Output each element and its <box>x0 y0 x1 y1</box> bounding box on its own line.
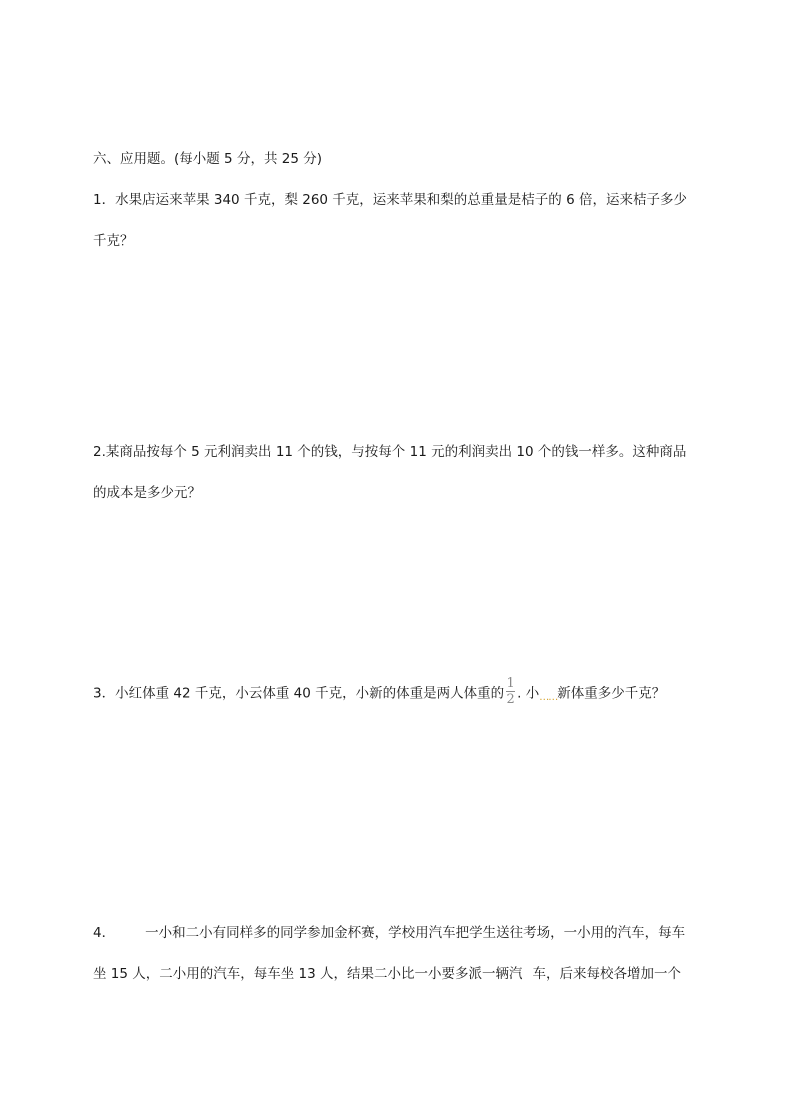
question-1-line-1: 1．水果店运来苹果 340 千克，梨 260 千克，运来苹果和梨的总重量是桔子的 6 倍，运来桔子多少 <box>93 192 687 208</box>
question-3-text-after: 新体重多少千克？ <box>557 685 666 702</box>
question-1-line-2: 千克？ <box>93 233 134 249</box>
fraction-numerator: 1 <box>506 676 515 691</box>
question-4-line-2 <box>93 965 681 983</box>
question-4-line-1 <box>93 924 685 942</box>
question-2-line-2: 的成本是多少元？ <box>93 485 201 501</box>
question-4-text-line-2b: 车，后来每校各增加一个 <box>532 966 682 982</box>
section-header: 六、应用题。(每小题 5 分，共 25 分) <box>93 151 322 167</box>
question-2-line-1: 2.某商品按每个 5 元利润卖出 11 个的钱，与按每个 11 元的利润卖出 10 个的钱一样多。这种商品 <box>93 444 687 460</box>
dotted-mark: …… <box>539 691 558 703</box>
question-3-text-before: 3．小红体重 42 千克，小云体重 40 千克，小新的体重是两人体重的 <box>93 685 505 702</box>
question-3-text-mid: . 小 <box>517 685 540 702</box>
fraction-denominator: 2 <box>506 692 515 707</box>
question-4-number: 4． <box>93 925 116 941</box>
fraction-one-half <box>506 677 515 706</box>
question-3-line-1 <box>93 676 666 708</box>
question-4-text-line-2a: 坐 15 人，二小用的汽车，每车坐 13 人，结果二小比一小要多派一辆汽 <box>93 966 523 982</box>
question-4-text-line-1: 一小和二小有同样多的同学参加金杯赛，学校用汽车把学生送往考场，一小用的汽车，每车 <box>145 925 686 941</box>
